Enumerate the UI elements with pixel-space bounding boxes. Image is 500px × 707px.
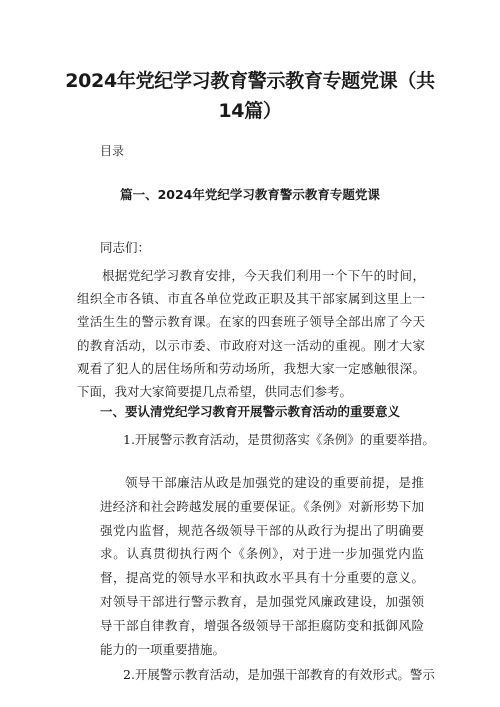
point-1-heading: 1.开展警示教育活动，是贯彻落实《条例》的重要举措。 xyxy=(123,432,435,447)
intro-paragraph: 根据党纪学习教育安排，今天我们利用一个下午的时间，组织全市各镇、市直各单位党政正职及其干部家属到这里上一堂活生生的警示教育课。在家的四套班子领导全部出席了今天的教育活动，以示市委、市政府对这一活动的重视。刚才大家观看了犯人的居住场所和劳动场所，我想大家一定感触很深。下面，我对大家简要提几点希望，供同志们参考。 xyxy=(77,268,425,400)
section-heading: 一、要认清党纪学习教育开展警示教育活动的重要意义 xyxy=(100,404,401,419)
document-title: 2024年党纪学习教育警示教育专题党课（共14篇） xyxy=(65,70,435,122)
toc-label[interactable]: 目录 xyxy=(100,144,125,158)
chapter-heading: 篇一、2024年党纪学习教育警示教育专题党课 xyxy=(120,187,380,202)
point-2-heading: 2.开展警示教育活动，是加强干部教育的有效形式。警示 xyxy=(123,667,435,682)
salutation: 同志们： xyxy=(100,240,151,255)
point-1-body: 领导干部廉洁从政是加强党的建设的重要前提，是推进经济和社会跨越发展的重要保证。《条例》对新形势下加强党内监督，规范各级领导干部的从政行为提出了明确要求。认真贯彻执行两个《条例》，对于进一步加强党内监督，提高党的领导水平和执政水平具有十分重要的意义。对领导干部进行警示教育，是加强党风廉政建设，加强领导干部自律教育，增强各级领导干部拒腐防变和抵御风险能力的一项重要措施。 xyxy=(100,475,424,657)
